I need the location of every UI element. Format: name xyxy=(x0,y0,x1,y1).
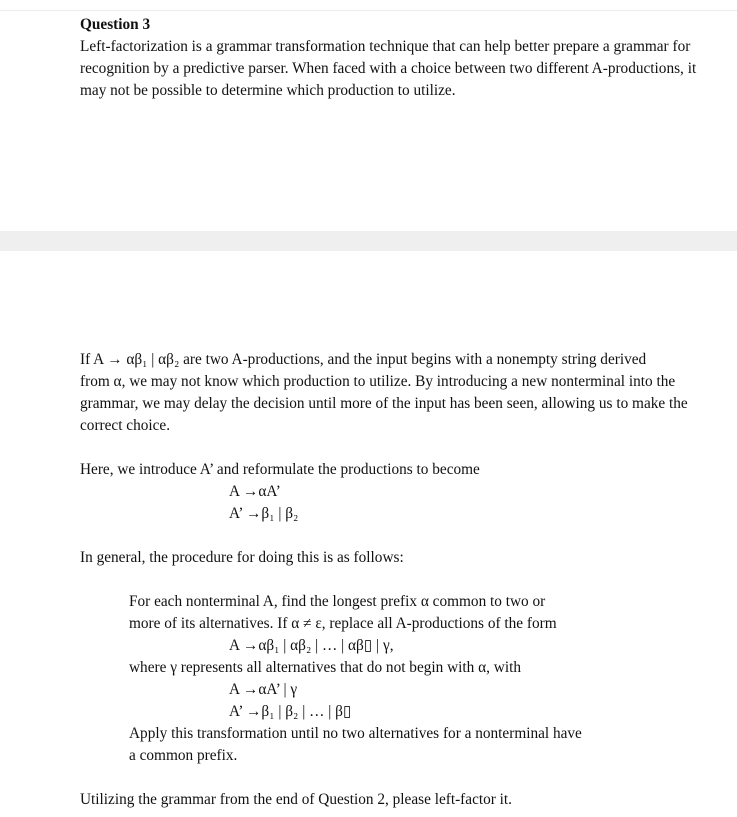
procedure-line-2: more of its alternatives. If α ≠ ε, replace all A-productions of the form xyxy=(129,615,557,632)
procedure-formula-a-prime: A’ →β₁ | β₂ | … | β▯ xyxy=(229,703,352,720)
para2-intro: Here, we introduce A’ and reformulate the productions to become xyxy=(80,461,480,478)
closing-instruction: Utilizing the grammar from the end of Question 2, please left-factor it. xyxy=(80,791,512,808)
procedure-line-4: Apply this transformation until no two alternatives for a nonterminal have xyxy=(129,725,582,742)
para1-first-line: If A → αβ₁ | αβ₂ are two A-productions, and the input begins with a nonempty string derived xyxy=(80,351,647,368)
procedure-formula-a: A →αA’ | γ xyxy=(229,681,298,698)
production-a-prime-alternatives: A’ →β₁ | β₂ xyxy=(229,505,299,522)
question-intro: Left-factorization is a grammar transformation technique that can help better prepare a grammar for recognition by a predictive parser. When faced with a choice between two different A-productions, it may not be possible to determine which production to utilize. xyxy=(80,38,697,99)
procedure-line-3: where γ represents all alternatives that do not begin with α, with xyxy=(129,659,521,676)
top-divider xyxy=(0,10,737,11)
question-title: Question 3 xyxy=(80,16,151,33)
production-a-prime: A →αA’ xyxy=(229,483,281,500)
para3-intro: In general, the procedure for doing this is as follows: xyxy=(80,549,404,566)
para1-continuation: from α, we may not know which production to utilize. By introducing a new nonterminal into the grammar, we may delay the decision until more of the input has been seen, allowing us to make the correct choice. xyxy=(80,373,688,434)
procedure-formula-original: A →αβ₁ | αβ₂ | … | αβ▯ | γ, xyxy=(229,637,394,654)
procedure-line-1: For each nonterminal A, find the longest prefix α common to two or xyxy=(129,593,546,610)
section-separator-band xyxy=(0,231,737,251)
procedure-line-5: a common prefix. xyxy=(129,747,238,764)
